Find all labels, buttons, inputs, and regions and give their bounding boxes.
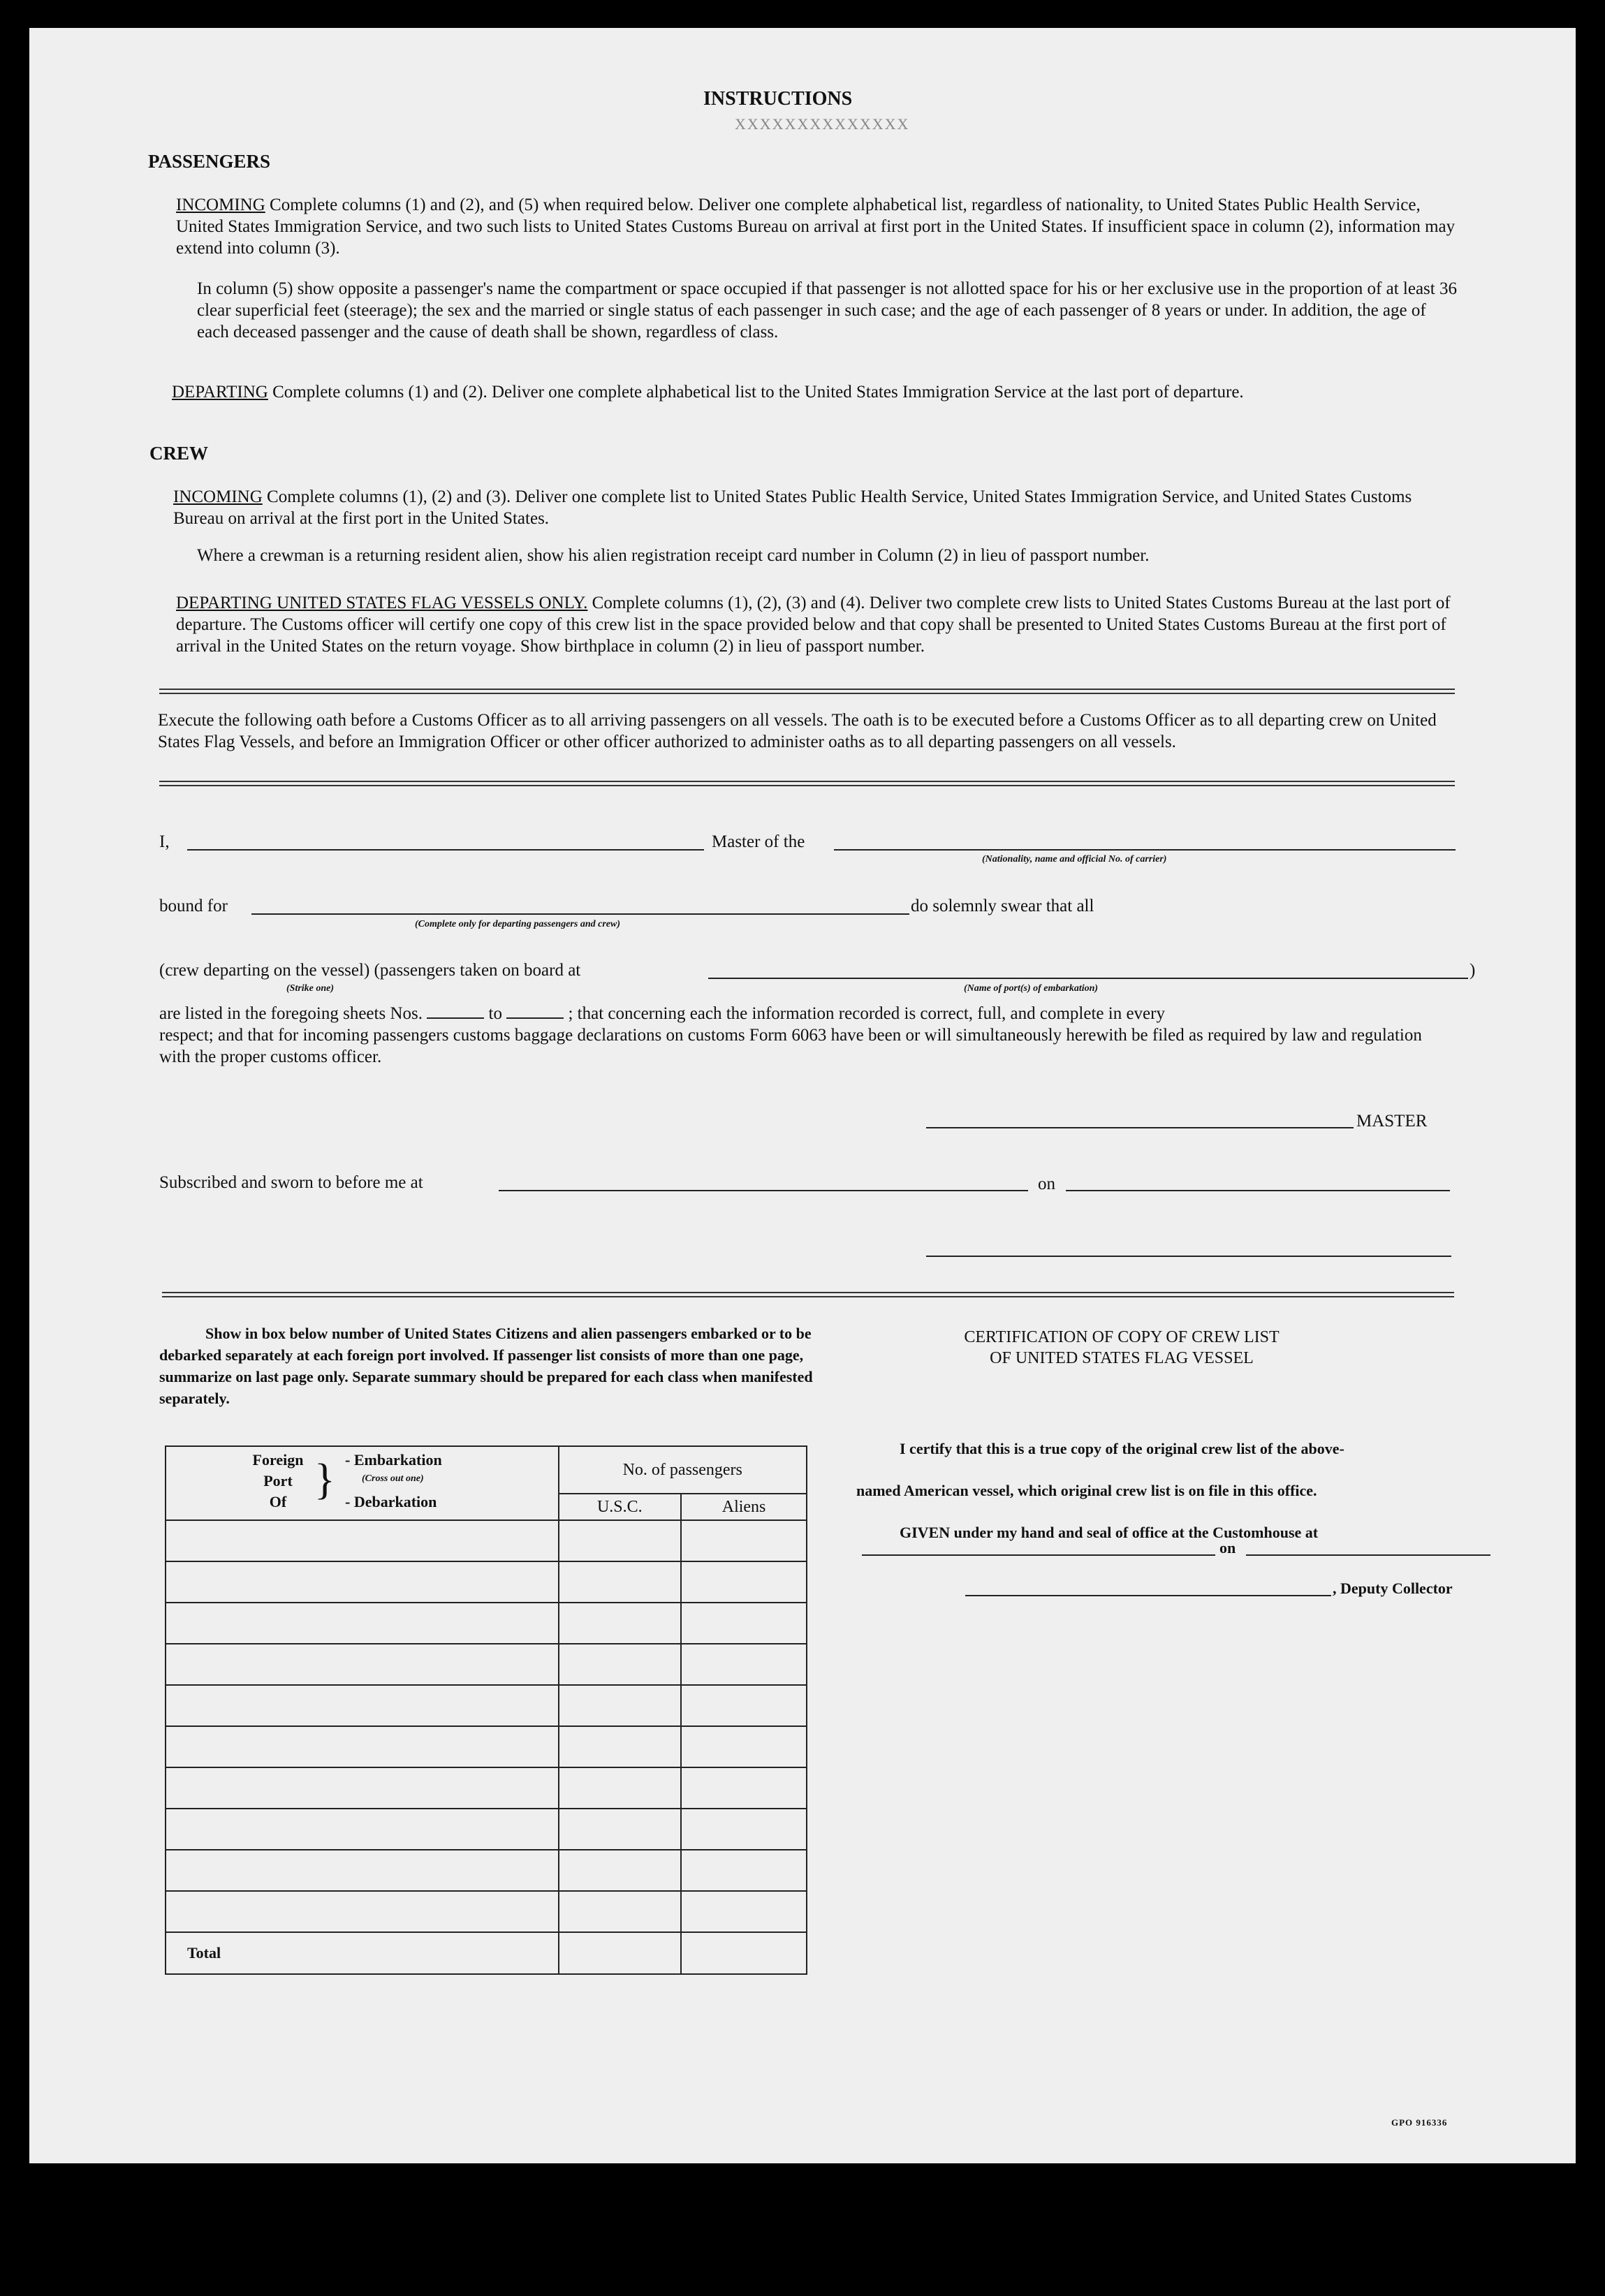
customhouse-field[interactable] xyxy=(862,1554,1215,1556)
complete-caption: (Complete only for departing passengers and crew) xyxy=(415,919,620,929)
aliens-cell[interactable] xyxy=(681,1891,807,1932)
table-row xyxy=(166,1520,807,1561)
usc-cell[interactable] xyxy=(559,1891,682,1932)
master-of-the-label: Master of the xyxy=(712,832,805,851)
master-signature-field[interactable] xyxy=(926,1127,1354,1128)
deputy-signature-field[interactable] xyxy=(965,1595,1331,1596)
section-divider xyxy=(159,689,1455,694)
gpo-footer: GPO 916336 xyxy=(1391,2117,1448,2128)
section-divider xyxy=(159,781,1455,786)
bound-for-label: bound for xyxy=(159,897,228,915)
no-of-passengers-header: No. of passengers xyxy=(559,1446,807,1494)
officer-signature-field[interactable] xyxy=(926,1256,1451,1257)
listed-text-rest: respect; and that for incoming passengers customs baggage declarations on customs Form 6063 have been or will simultaneously herewith be filed as required by law and regulation with the proper customs officer. xyxy=(159,1026,1422,1066)
port-header-label xyxy=(243,1450,313,1513)
port-cell[interactable] xyxy=(166,1891,559,1932)
aliens-cell[interactable] xyxy=(681,1767,807,1809)
passengers-heading: PASSENGERS xyxy=(148,151,271,172)
aliens-total-cell[interactable] xyxy=(681,1932,807,1974)
certification-on-label: on xyxy=(1219,1539,1236,1557)
crew-resident-alien-paragraph: Where a crewman is a returning resident alien, show his alien registration receipt card number in Column (2) in lieu of passport number. xyxy=(197,546,1150,565)
passengers-column5-paragraph: In column (5) show opposite a passenger's name the compartment or space occupied if that passenger is not allotted space for his or her exclusive use in the proportion of at least 36 clear superficial feet (steerage); the sex and the married or single status of each passenger in such case; and the age of each passenger of 8 years or under. In addition, the age of each deceased passenger and the cause of death shall be shown, regardless of class. xyxy=(197,279,1457,341)
usc-cell[interactable] xyxy=(559,1726,682,1767)
aliens-cell[interactable] xyxy=(681,1561,807,1603)
page-title: INSTRUCTIONS xyxy=(703,88,853,110)
table-row xyxy=(166,1809,807,1850)
usc-cell[interactable] xyxy=(559,1850,682,1891)
table-row xyxy=(166,1603,807,1644)
table-row xyxy=(166,1561,807,1603)
listed-to: to xyxy=(488,1004,502,1023)
usc-cell[interactable] xyxy=(559,1767,682,1809)
port-cell[interactable] xyxy=(166,1767,559,1809)
given-line: GIVEN under my hand and seal of office at the Customhouse at xyxy=(900,1524,1319,1541)
listed-suffix: ; that concerning each the information recorded is correct, full, and complete in every xyxy=(568,1004,1165,1023)
certify-line2: named American vessel, which original crew list is on file in this office. xyxy=(856,1482,1317,1499)
aliens-cell[interactable] xyxy=(681,1809,807,1850)
port-cell[interactable] xyxy=(166,1520,559,1561)
total-label: Total xyxy=(166,1932,559,1974)
crew-heading: CREW xyxy=(149,443,209,464)
table-row xyxy=(166,1644,807,1685)
cross-out-caption: (Cross out one) xyxy=(362,1473,424,1484)
summary-instruction: Show in box below number of United States Citizens and alien passengers embarked or to be debarked separately at each foreign port involved. If passenger list consists of more than one page, summarize on last page only. Separate summary should be prepared for each class when manifested separately. xyxy=(159,1325,813,1407)
sworn-on-label: on xyxy=(1038,1175,1055,1193)
sheet-to-field[interactable] xyxy=(506,1003,564,1019)
port-label: Port xyxy=(263,1472,293,1489)
table-row xyxy=(166,1726,807,1767)
embarkation-label: - Embarkation xyxy=(345,1451,442,1469)
section-divider xyxy=(162,1292,1454,1297)
aliens-header: Aliens xyxy=(681,1494,807,1520)
form-page xyxy=(29,28,1576,2163)
aliens-cell[interactable] xyxy=(681,1685,807,1726)
usc-cell[interactable] xyxy=(559,1685,682,1726)
table-row xyxy=(166,1850,807,1891)
port-cell[interactable] xyxy=(166,1726,559,1767)
struck-out-text: XXXXXXXXXXXXXX xyxy=(735,115,910,133)
usc-cell[interactable] xyxy=(559,1809,682,1850)
crew-incoming-text: Complete columns (1), (2) and (3). Deliver one complete list to United States Public Health Service, United States Immigration Service, and United States Customs Bureau on arrival at the first port in the United States. xyxy=(173,487,1412,528)
oath-instruction: Execute the following oath before a Customs Officer as to all arriving passengers on all vessels. The oath is to be executed before a Customs Officer as to all departing crew on United States Flag Vessels, and before an Immigration Officer or other officer authorized to administer oaths as to all departing passengers on all vessels. xyxy=(158,711,1437,751)
certification-title xyxy=(877,1327,1366,1369)
usc-cell[interactable] xyxy=(559,1603,682,1644)
aliens-cell[interactable] xyxy=(681,1726,807,1767)
brace-icon: } xyxy=(314,1456,335,1503)
crew-departing-label: (crew departing on the vessel) (passengers taken on board at xyxy=(159,961,581,980)
port-of-embarkation-field[interactable] xyxy=(708,978,1468,979)
passengers-incoming-paragraph xyxy=(176,194,1458,259)
deputy-collector-label: , Deputy Collector xyxy=(1333,1580,1453,1597)
port-cell[interactable] xyxy=(166,1809,559,1850)
certify-line1: I certify that this is a true copy of the original crew list of the above- xyxy=(900,1440,1344,1457)
bound-for-field[interactable] xyxy=(251,913,909,915)
passengers-incoming-text: Complete columns (1) and (2), and (5) when required below. Deliver one complete alphabetical list, regardless of nationality, to United States Public Health Service, United States Immigration Service, and two such lists to United States Customs Bureau on arrival at first port in the United States. If insufficient space in column (2), information may extend into column (3). xyxy=(176,196,1456,258)
nationality-caption: (Nationality, name and official No. of carrier) xyxy=(982,854,1167,864)
sworn-place-field[interactable] xyxy=(499,1190,1028,1191)
ports-summary-table xyxy=(165,1445,807,1975)
sheet-from-field[interactable] xyxy=(427,1003,484,1019)
passengers-departing-paragraph xyxy=(172,381,1457,403)
subscribed-label: Subscribed and sworn to before me at xyxy=(159,1173,423,1192)
port-cell[interactable] xyxy=(166,1561,559,1603)
crew-incoming-label: INCOMING xyxy=(173,487,263,506)
of-label: Of xyxy=(269,1493,287,1510)
listed-line xyxy=(159,1003,1165,1024)
debarkation-label: - Debarkation xyxy=(345,1493,437,1510)
port-caption: (Name of port(s) of embarkation) xyxy=(964,983,1099,994)
certification-title-line2: OF UNITED STATES FLAG VESSEL xyxy=(990,1349,1254,1367)
sworn-date-field[interactable] xyxy=(1066,1190,1450,1191)
passengers-incoming-label: INCOMING xyxy=(176,196,265,214)
certification-date-field[interactable] xyxy=(1246,1554,1490,1556)
passengers-departing-text: Complete columns (1) and (2). Deliver one complete alphabetical list to the United States Immigration Service at the last port of departure. xyxy=(272,383,1244,402)
usc-header: U.S.C. xyxy=(559,1494,682,1520)
close-paren: ) xyxy=(1470,961,1476,980)
usc-cell[interactable] xyxy=(559,1644,682,1685)
port-cell[interactable] xyxy=(166,1685,559,1726)
table-row xyxy=(166,1891,807,1932)
foreign-label: Foreign xyxy=(252,1451,304,1469)
strike-one-caption: (Strike one) xyxy=(286,983,335,994)
port-cell[interactable] xyxy=(166,1850,559,1891)
crew-incoming-paragraph xyxy=(173,486,1455,529)
usc-total-cell[interactable] xyxy=(559,1932,682,1974)
carrier-field[interactable] xyxy=(834,849,1456,851)
crew-departing-paragraph xyxy=(176,592,1458,657)
master-label: MASTER xyxy=(1356,1112,1428,1131)
listed-prefix: are listed in the foregoing sheets Nos. xyxy=(159,1004,423,1023)
total-row xyxy=(166,1932,807,1974)
usc-cell[interactable] xyxy=(559,1520,682,1561)
port-header-cell xyxy=(166,1446,559,1520)
crew-departing-text: Complete columns (1), (2), (3) and (4). Deliver two complete crew lists to United States Customs Bureau at the last port of departure. The Customs officer will certify one copy of this crew list in the space provided below and that copy shall be presented to United States Customs Bureau at the first port of arrival in the United States on the return voyage. Show birthplace in column (2) in lieu of passport number. xyxy=(176,594,1451,656)
aliens-cell[interactable] xyxy=(681,1850,807,1891)
aliens-cell[interactable] xyxy=(681,1520,807,1561)
oath-i-label: I, xyxy=(159,832,170,851)
aliens-cell[interactable] xyxy=(681,1603,807,1644)
table-row xyxy=(166,1685,807,1726)
master-name-field[interactable] xyxy=(187,849,704,851)
usc-cell[interactable] xyxy=(559,1561,682,1603)
table-header-row xyxy=(166,1446,807,1494)
aliens-cell[interactable] xyxy=(681,1644,807,1685)
crew-departing-label: DEPARTING UNITED STATES FLAG VESSELS ONLY. xyxy=(176,594,588,612)
certification-title-line1: CERTIFICATION OF COPY OF CREW LIST xyxy=(964,1328,1280,1346)
port-cell[interactable] xyxy=(166,1644,559,1685)
solemnly-swear-label: do solemnly swear that all xyxy=(911,897,1094,915)
table-row xyxy=(166,1767,807,1809)
port-cell[interactable] xyxy=(166,1603,559,1644)
passengers-departing-label: DEPARTING xyxy=(172,383,268,402)
